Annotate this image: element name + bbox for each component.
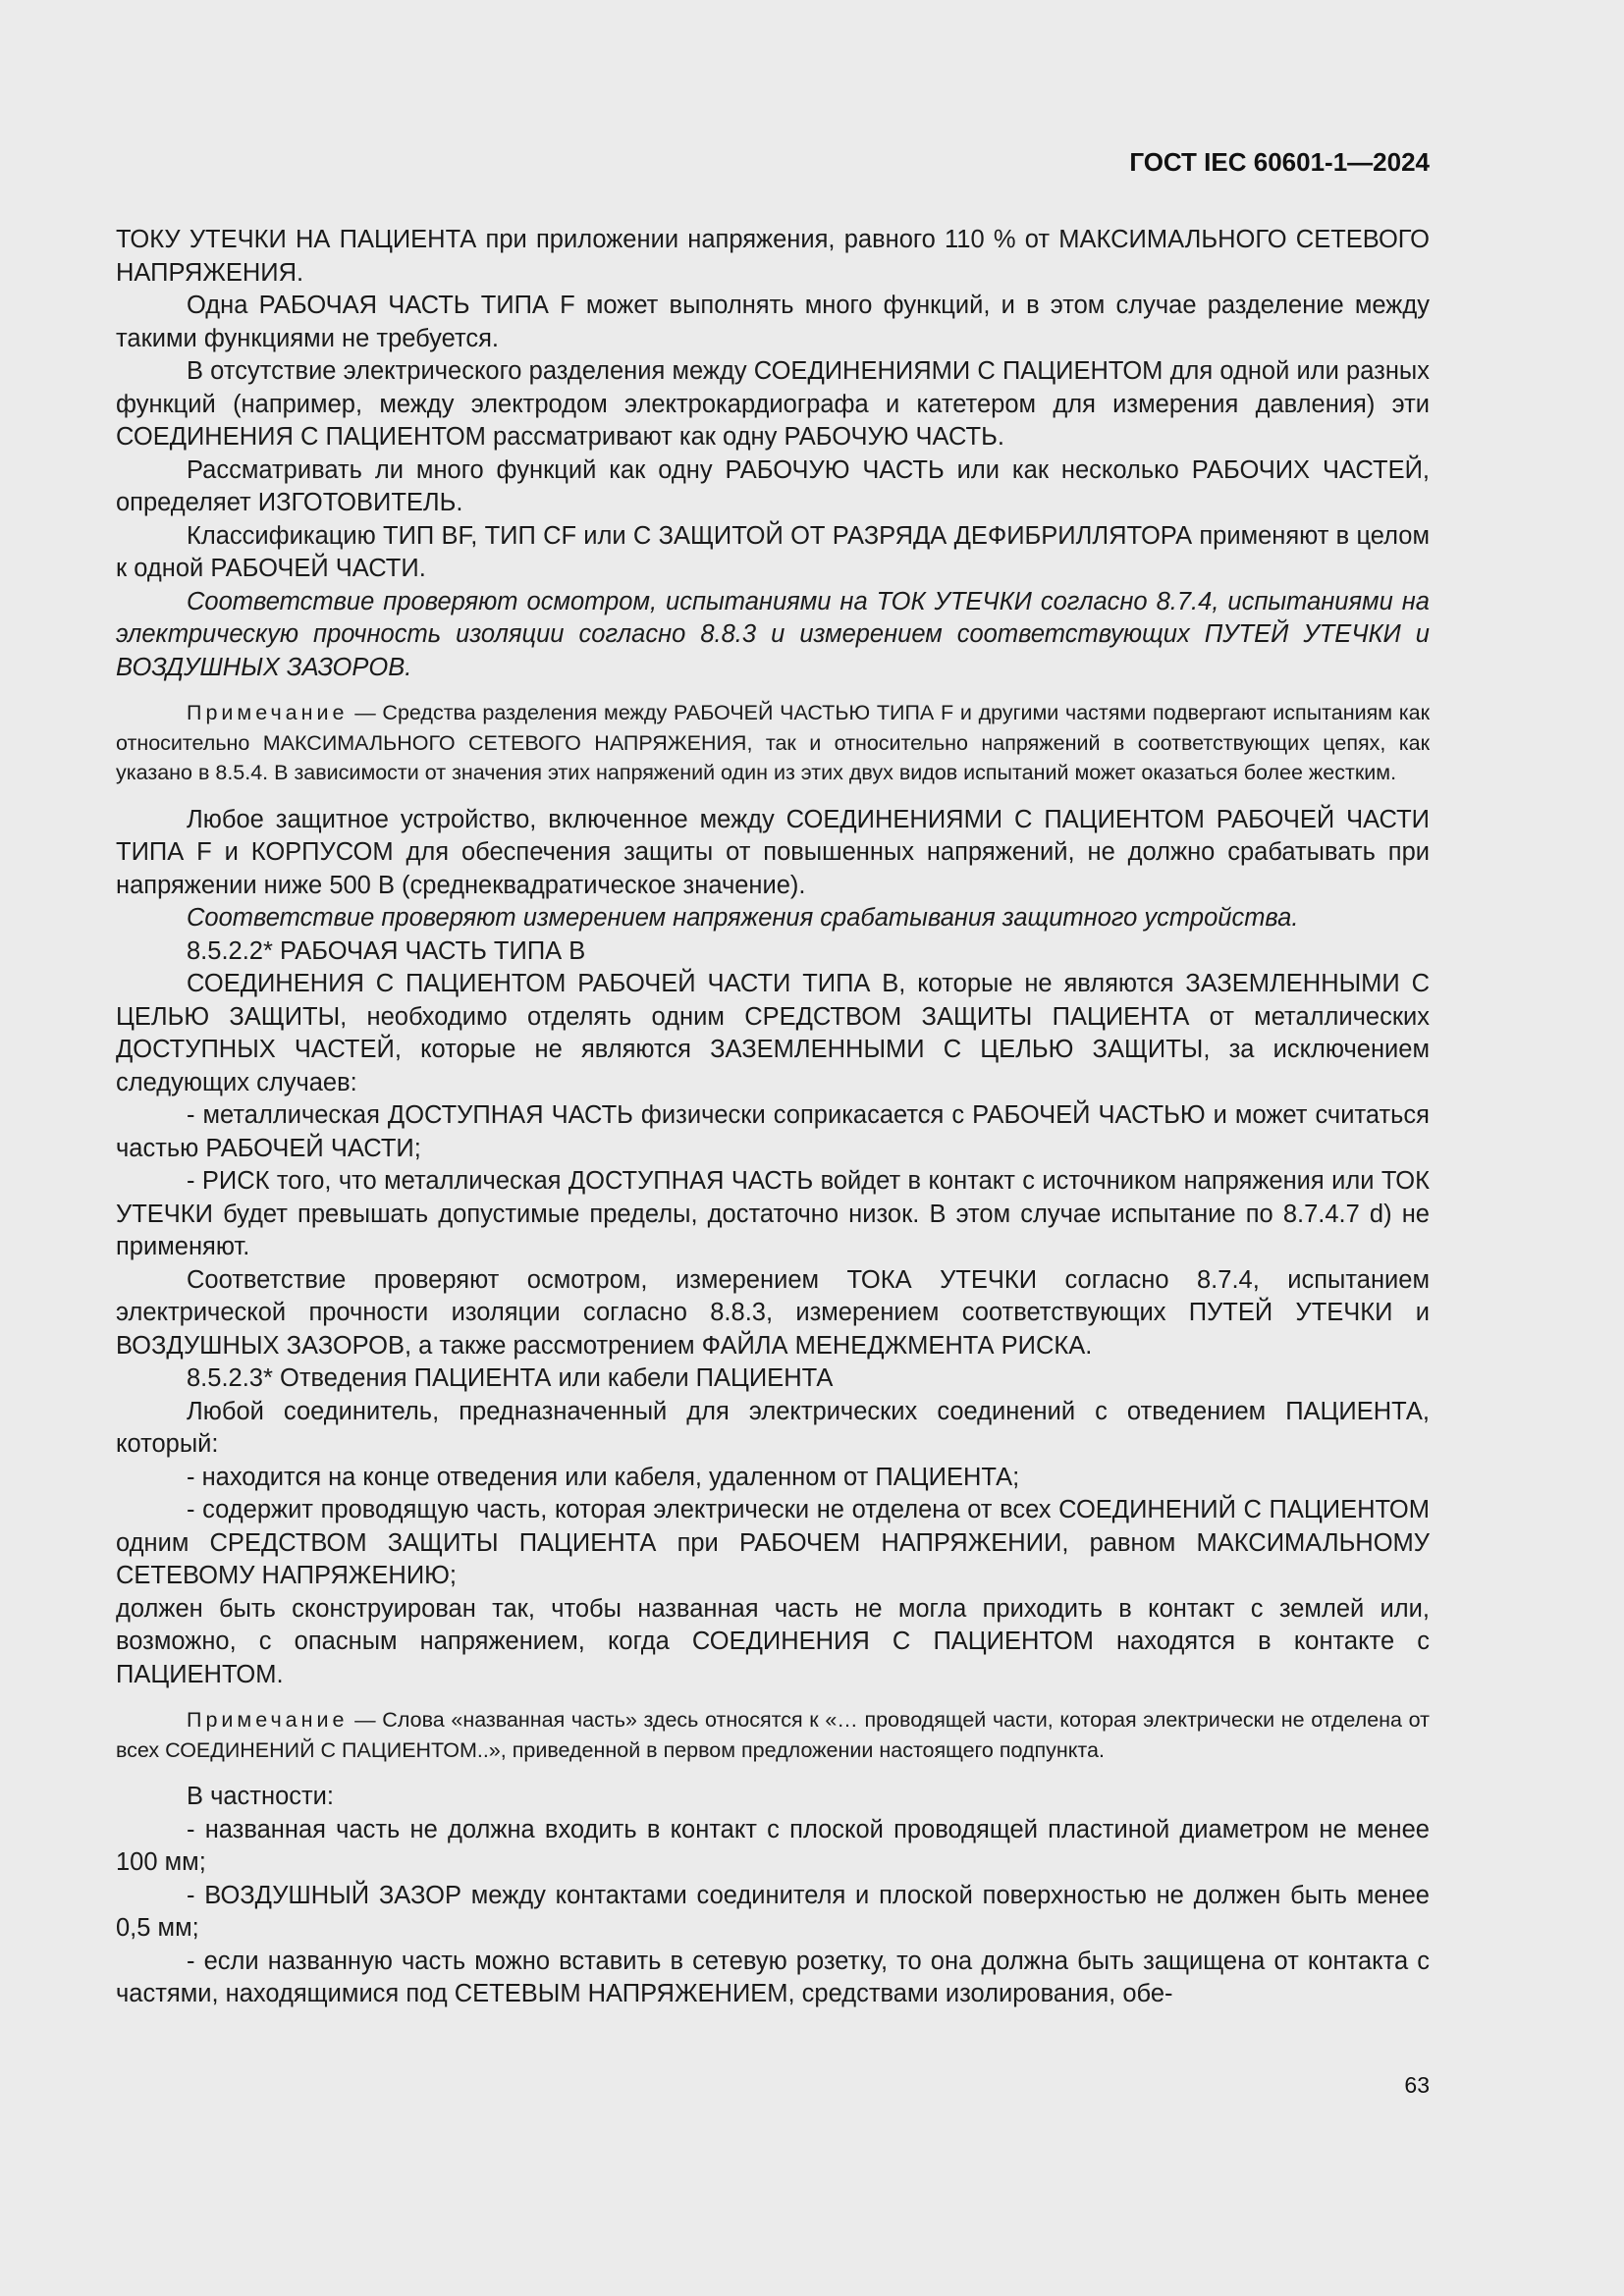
note-text: — Средства разделения между РАБОЧЕЙ ЧАСТЬЮ ТИПА F и другими частями подвергают испытаниям как относительно МАКСИМАЛЬНОГО СЕТЕВОГО НАПРЯЖЕНИЯ, так и относительно напряжений в соответствующих цепях, как указано в 8.5.4. В зависимости от значения этих напряжений один из этих двух видов испытаний может оказаться более жестким. — [116, 701, 1430, 784]
list-item: - ВОЗДУШНЫЙ ЗАЗОР между контактами соединителя и плоской поверхностью не должен быть менее 0,5 мм; — [116, 1881, 1430, 1942]
compliance-paragraph: Соответствие проверяют измерением напряжения срабатывания защитного устройства. — [187, 904, 1299, 932]
list-item: - содержит проводящую часть, которая электрически не отделена от всех СОЕДИНЕНИЙ С ПАЦИЕНТОМ одним СРЕДСТВОМ ЗАЩИТЫ ПАЦИЕНТА при РАБОЧЕМ НАПРЯЖЕНИИ, равном МАКСИМАЛЬНОМУ СЕТЕВОМУ НАПРЯЖЕНИЮ; — [116, 1496, 1430, 1589]
paragraph: Классификацию ТИП BF, ТИП CF или С ЗАЩИТОЙ ОТ РАЗРЯДА ДЕФИБРИЛЛЯТОРА применяют в целом к одной РАБОЧЕЙ ЧАСТИ. — [116, 521, 1430, 582]
section-heading: 8.5.2.3* Отведения ПАЦИЕНТА или кабели ПАЦИЕНТА — [187, 1364, 834, 1392]
note-label: Примечание — [187, 701, 349, 724]
paragraph: Соответствие проверяют осмотром, измерением ТОКА УТЕЧКИ согласно 8.7.4, испытанием электрической прочности изоляции согласно 8.8.3, измерением соответствующих ПУТЕЙ УТЕЧКИ и ВОЗДУШНЫХ ЗАЗОРОВ, а также рассмотрением ФАЙЛА МЕНЕДЖМЕНТА РИСКА. — [116, 1265, 1430, 1360]
note-block — [116, 1705, 1430, 1765]
page-content — [116, 224, 1430, 2011]
compliance-paragraph: Соответствие проверяют осмотром, испытаниями на ТОК УТЕЧКИ согласно 8.7.4, испытаниями на электрическую прочность изоляции согласно 8.8.3 и измерением соответствующих ПУТЕЙ УТЕЧКИ и ВОЗДУШНЫХ ЗАЗОРОВ. — [116, 587, 1430, 681]
list-item: - металлическая ДОСТУПНАЯ ЧАСТЬ физически соприкасается с РАБОЧЕЙ ЧАСТЬЮ и может считаться частью РАБОЧЕЙ ЧАСТИ; — [116, 1101, 1430, 1162]
page-number: 63 — [1404, 2072, 1430, 2098]
paragraph: Рассматривать ли много функций как одну РАБОЧУЮ ЧАСТЬ или как несколько РАБОЧИХ ЧАСТЕЙ, определяет ИЗГОТОВИТЕЛЬ. — [116, 455, 1430, 516]
paragraph: Любое защитное устройство, включенное между СОЕДИНЕНИЯМИ С ПАЦИЕНТОМ РАБОЧЕЙ ЧАСТИ ТИПА F и КОРПУСОМ для обеспечения защиты от повышенных напряжений, не должно срабатывать при напряжении ниже 500 В (среднеквадратическое значение). — [116, 805, 1430, 899]
paragraph: СОЕДИНЕНИЯ С ПАЦИЕНТОМ РАБОЧЕЙ ЧАСТИ ТИПА B, которые не являются ЗАЗЕМЛЕННЫМИ С ЦЕЛЬЮ ЗАЩИТЫ, необходимо отделять одним СРЕДСТВОМ ЗАЩИТЫ ПАЦИЕНТА от металлических ДОСТУПНЫХ ЧАСТЕЙ, которые не являются ЗАЗЕМЛЕННЫМИ С ЦЕЛЬЮ ЗАЩИТЫ, за исключением следующих случаев: — [116, 970, 1430, 1096]
paragraph: Одна РАБОЧАЯ ЧАСТЬ ТИПА F может выполнять много функций, и в этом случае разделение между такими функциями не требуется. — [116, 292, 1430, 352]
list-item: - находится на конце отведения или кабеля, удаленном от ПАЦИЕНТА; — [187, 1463, 1020, 1491]
paragraph: В отсутствие электрического разделения между СОЕДИНЕНИЯМИ С ПАЦИЕНТОМ для одной или разных функций (например, между электродом электрокардиографа и катетером для измерения давления) эти СОЕДИНЕНИЯ С ПАЦИЕНТОМ рассматривают как одну РАБОЧУЮ ЧАСТЬ. — [116, 357, 1430, 451]
paragraph: должен быть сконструирован так, чтобы названная часть не могла приходить в контакт с землей или, возможно, с опасным напряжением, когда СОЕДИНЕНИЯ С ПАЦИЕНТОМ находятся в контакте с ПАЦИЕНТОМ. — [116, 1594, 1430, 1688]
section-heading: 8.5.2.2* РАБОЧАЯ ЧАСТЬ ТИПА B — [187, 936, 586, 965]
note-label: Примечание — [187, 1708, 349, 1732]
paragraph: Любой соединитель, предназначенный для электрических соединений с отведением ПАЦИЕНТА, который: — [116, 1397, 1430, 1458]
note-block — [116, 698, 1430, 788]
paragraph: ТОКУ УТЕЧКИ НА ПАЦИЕНТА при приложении напряжения, равного 110 % от МАКСИМАЛЬНОГО СЕТЕВОГО НАПРЯЖЕНИЯ. — [116, 226, 1430, 287]
paragraph: В частности: — [187, 1783, 335, 1810]
list-item: - если названную часть можно вставить в сетевую розетку, то она должна быть защищена от контакта с частями, находящимися под СЕТЕВЫМ НАПРЯЖЕНИЕМ, средствами изолирования, обе- — [116, 1947, 1430, 2007]
note-text: — Слова «названная часть» здесь относятся к «… проводящей части, которая электрически не отделена от всех СОЕДИНЕНИЙ С ПАЦИЕНТОМ..», приведенной в первом предложении настоящего подпункта. — [116, 1708, 1430, 1762]
list-item: - РИСК того, что металлическая ДОСТУПНАЯ ЧАСТЬ войдет в контакт с источником напряжения или ТОК УТЕЧКИ будет превышать допустимые пределы, достаточно низок. В этом случае испытание по 8.7.4.7 d) не применяют. — [116, 1167, 1430, 1260]
document-header: ГОСТ IEC 60601-1—2024 — [1129, 147, 1430, 177]
list-item: - названная часть не должна входить в контакт с плоской проводящей пластиной диаметром не менее 100 мм; — [116, 1815, 1430, 1876]
